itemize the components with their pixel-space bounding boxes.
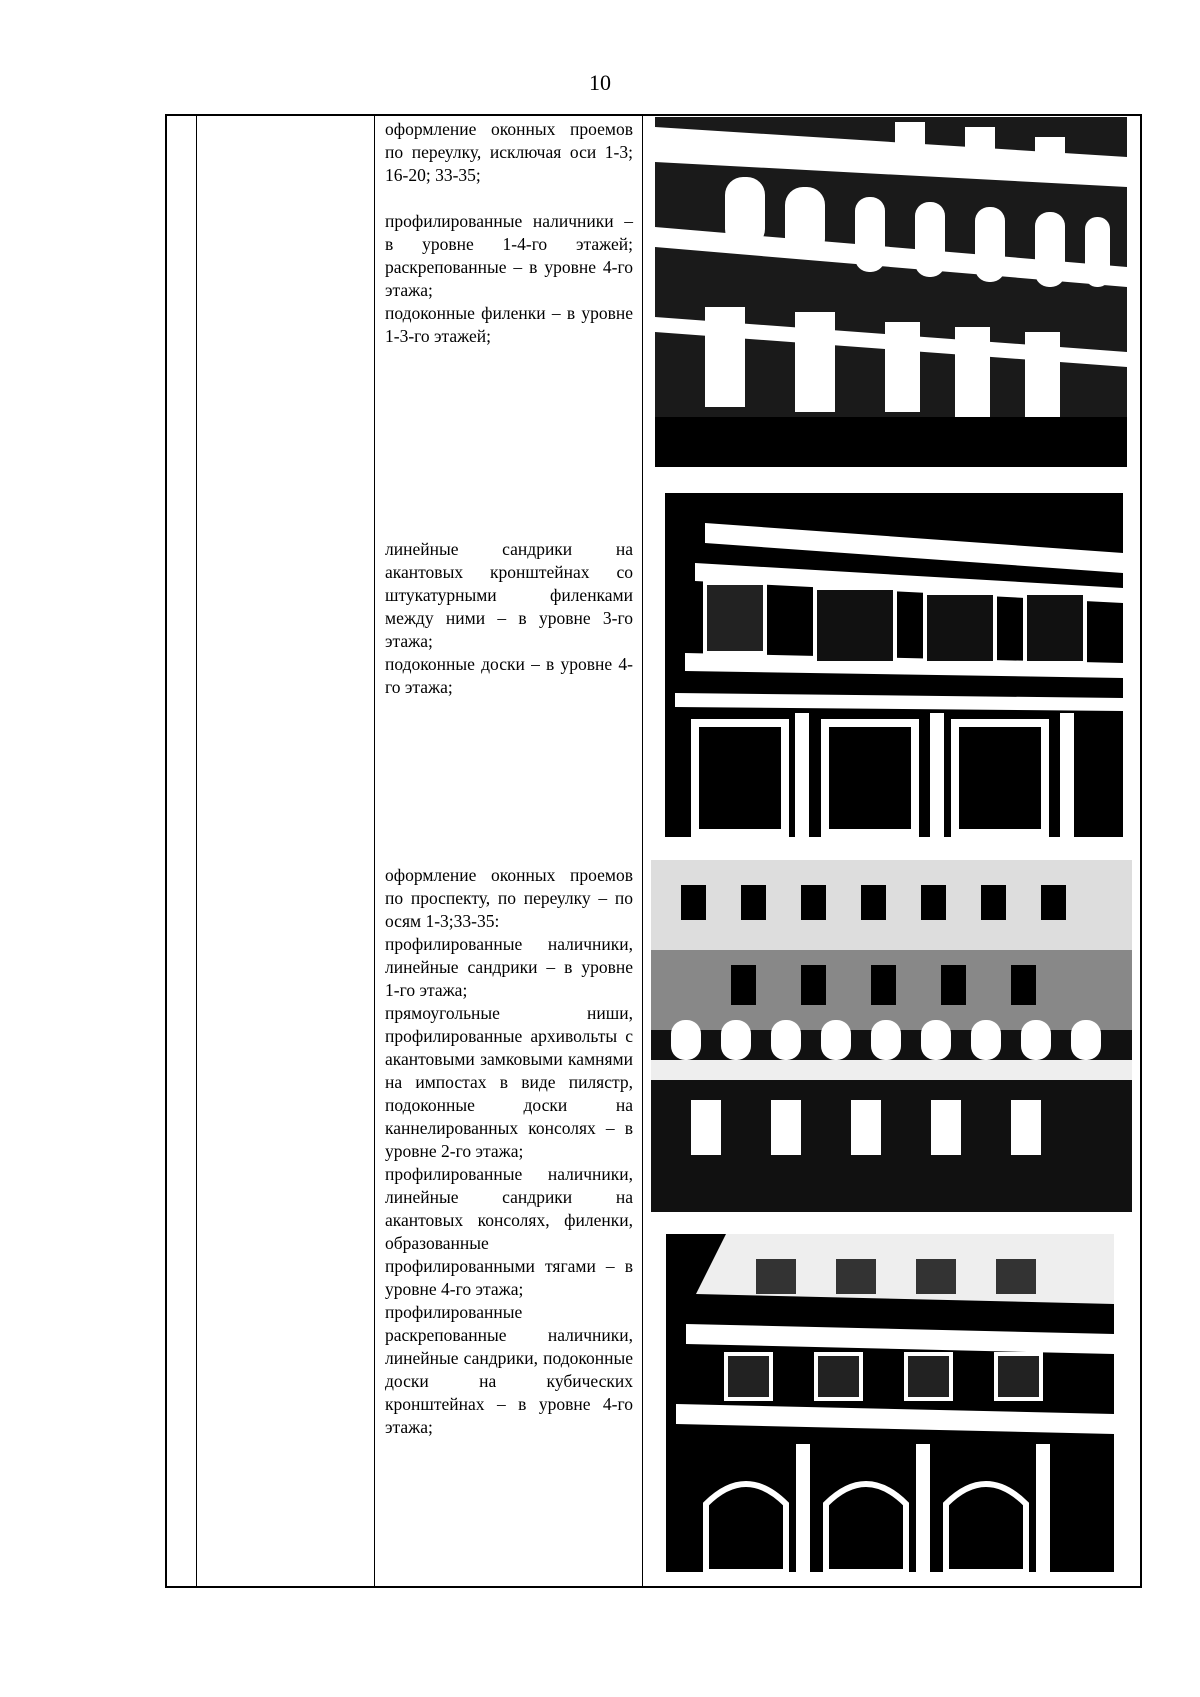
paragraph: профилированные раскрепованные наличники, линейные сандрики, подоконные доски на кубических кронштейнах – в уровне 4-го этажа;: [385, 1302, 633, 1437]
paragraph: оформление оконных проемов по проспекту, по переулку – по осям 1-3;33-35:: [385, 865, 633, 931]
paragraph: подоконные доски – в уровне 4-го этажа;: [385, 654, 633, 697]
column-divider: [642, 116, 643, 1586]
facade-photo-3: [651, 860, 1132, 1212]
facade-photo-2: [665, 493, 1123, 837]
section-1-text: [385, 118, 633, 348]
paragraph: оформление оконных проемов по переулку, исключая оси 1-3; 16-20; 33-35;: [385, 119, 633, 185]
paragraph: линейные сандрики на акантовых кронштейнах со штукатурными филенками между ними – в уровне 3-го этажа;: [385, 539, 633, 651]
section-3-text: [385, 864, 633, 1439]
paragraph: прямоугольные ниши, профилированные архивольты с акантовыми замковыми камнями на импостах в виде пилястр, подоконные доски на каннелированных консолях – в уровне 2-го этажа;: [385, 1003, 633, 1161]
paragraph: профилированные наличники – в уровне 1-4-го этажей; раскрепованные – в уровне 4-го этажа;: [385, 211, 633, 300]
paragraph: профилированные наличники, линейные сандрики – в уровне 1-го этажа;: [385, 934, 633, 1000]
column-divider: [374, 116, 375, 1586]
column-divider: [196, 116, 197, 1586]
page-number: 10: [589, 70, 611, 95]
facade-photo-4: [666, 1234, 1114, 1572]
facade-photo-1: [655, 117, 1127, 467]
section-2-text: [385, 538, 633, 699]
paragraph: профилированные наличники, линейные сандрики на акантовых консолях, филенки, образованные профилированными тягами – в уровне 4-го этажа;: [385, 1164, 633, 1299]
paragraph: подоконные филенки – в уровне 1-3-го этажей;: [385, 303, 633, 346]
